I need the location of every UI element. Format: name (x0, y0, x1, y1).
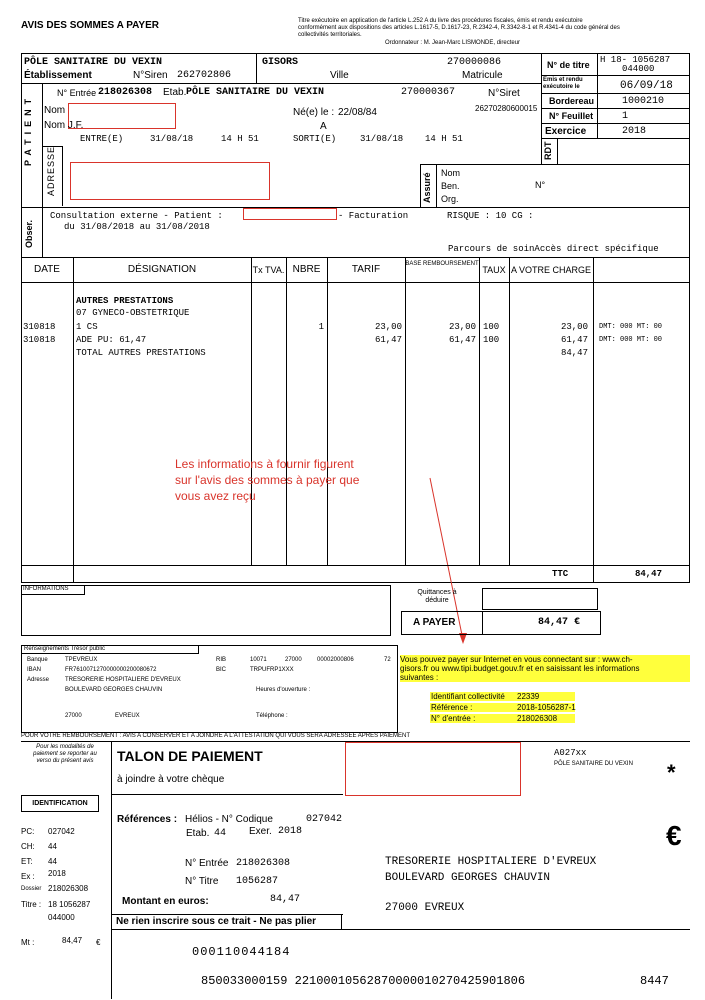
legal-line-2: conformément aux dispositions des articles L.1617-5, D.1617-23, R.2342-4, R.3342-8-1 et R.4341-4 du code général des (298, 25, 620, 31)
no-titre-value: H 18- 1056287 (600, 55, 671, 65)
siren-label: N°Siren (133, 70, 168, 81)
assure-ben: Ben. (441, 181, 460, 191)
row1-charge: 23,00 (560, 322, 588, 332)
entree-label-int: N° d'entrée : (431, 714, 476, 723)
emis-value: 06/09/18 (620, 80, 673, 92)
entree-value-t: 218026308 (236, 858, 291, 869)
informations-label: INFORMATIONS (21, 585, 85, 595)
tp-cp: 27000 (65, 713, 82, 719)
ref-value: 2018-1056287-1 (517, 703, 576, 712)
dest-line-3: 27000 EVREUX (385, 902, 465, 914)
code-line-2: 850033000159 22100010562870000010270425901806 (201, 974, 526, 988)
pc-value: 027042 (48, 827, 75, 836)
adresse-line-1: TRESORERIE HOSPITALIERE D'EVREUX (65, 677, 181, 683)
row1-date: 310818 (23, 322, 56, 332)
rib-4: 72 (384, 657, 391, 663)
col-tarif: TARIF (351, 264, 381, 275)
internet-info (400, 655, 690, 682)
exercice-label: Exercice (545, 126, 587, 137)
siret-label: N°Siret (488, 88, 520, 99)
exercice-value: 2018 (622, 126, 647, 137)
ville-label: Ville (330, 70, 349, 81)
ex-value: 2018 (48, 869, 66, 878)
siren-value: 262702806 (177, 70, 232, 81)
apayer-label: A PAYER (413, 617, 456, 628)
row2-taux: 100 (483, 335, 500, 345)
talon-subtitle: à joindre à votre chèque (117, 774, 225, 785)
etab-no: 270000367 (401, 87, 456, 98)
ordonnateur: Ordonnateur : M. Jean-Marc LISMONDE, directeur (385, 40, 521, 46)
rdt-label: RDT (543, 141, 553, 160)
bic-label: BIC (216, 667, 227, 673)
col-base: BASE REMBOURSEMENT (405, 261, 479, 267)
talon-side-note (21, 744, 109, 765)
etab-name: PÔLE SANITAIRE DU VEXIN (24, 57, 163, 68)
col-taux: TAUX (482, 265, 506, 275)
heures-label: Heures d'ouverture : (256, 687, 311, 693)
ident-label: Identifiant collectivité (431, 692, 505, 701)
rib-2: 27000 (285, 657, 302, 663)
banque-value: TPEVREUX (65, 657, 98, 663)
tp-tel: Téléphone : (256, 713, 288, 719)
row1-taux: 100 (483, 322, 500, 332)
mt-currency: € (96, 938, 101, 947)
euro-icon: € (666, 820, 682, 851)
entre-date: 31/08/18 (150, 134, 194, 144)
sorti-date: 31/08/18 (360, 134, 404, 144)
banque-label: Banque (27, 657, 48, 663)
row2-extra: DMT: 000 MT: 00 (599, 336, 663, 344)
col-nbre: NBRE (292, 264, 321, 275)
entre-label: ENTRE(E) (80, 134, 124, 144)
bordereau-label: Bordereau (549, 96, 595, 106)
siret-value: 26270280600015 (475, 104, 538, 113)
col-designation: DÉSIGNATION (127, 264, 197, 275)
dest-line-1: TRESORERIE HOSPITALIERE D'EVREUX (385, 856, 597, 868)
nothing-notice: Ne rien inscrire sous ce trait - Ne pas plier (111, 914, 342, 930)
quittances-label: Quittances à déduire (417, 589, 457, 604)
legal-line-1: Titre exécutoire en application de l'article L.252 A du livre des procédures fiscales, émis et rendu exécutoire (298, 18, 583, 24)
row2-date: 310818 (23, 335, 56, 345)
references-label: Références : (117, 814, 178, 825)
no-titre-value-2: 044000 (622, 64, 655, 74)
dossier-label: Dossier (21, 886, 42, 892)
section-sub: 07 GYNECO-OBSTETRIQUE (76, 308, 190, 318)
entree-label-t: N° Entrée (185, 858, 229, 869)
row1-base: 23,00 (448, 322, 476, 332)
identification-box: IDENTIFICATION (21, 795, 99, 812)
montant-value: 84,47 (270, 894, 301, 905)
exer-value: 2018 (278, 826, 303, 837)
row1-des: 1 CS (76, 322, 98, 332)
feuillet-label: N° Feuillet (549, 111, 594, 121)
talon-title: TALON DE PAIEMENT (117, 748, 263, 764)
talon-side-note-1: Pour les modalités de (36, 744, 94, 750)
sorti-label: SORTI(E) (293, 134, 337, 144)
ch-label: CH: (21, 842, 35, 851)
entree-label: N° Entrée (57, 88, 97, 98)
adresse-label: ADRESSE (46, 145, 56, 196)
row2-tarif: 61,47 (374, 335, 402, 345)
emis-label: Emis et rendu exécutoire le (543, 77, 583, 90)
code-line-3: 8447 (640, 974, 669, 988)
assure-label: Assuré (422, 172, 432, 203)
obser-line-1: Consultation externe - Patient : (50, 211, 223, 221)
matricule-value: 270000086 (447, 57, 502, 68)
quittances-box (482, 588, 598, 610)
titre-label-t: Titre : (21, 900, 42, 909)
matricule-label: Matricule (462, 70, 503, 81)
annotation-line-3: vous avez reçu (175, 489, 256, 503)
ne-label: Né(e) le : (293, 107, 335, 118)
adresse-line-2: BOULEVARD GEORGES CHAUVIN (65, 687, 163, 693)
code-line-1: 000110044184 (192, 945, 291, 959)
talon-code-sub: PÔLE SANITAIRE DU VEXIN (554, 761, 633, 767)
etab-value-t: 44 (214, 828, 227, 839)
mt-label: Mt : (21, 938, 35, 947)
row2-base: 61,47 (448, 335, 476, 345)
row1-extra: DMT: 000 MT: 00 (599, 323, 663, 331)
dest-line-2: BOULEVARD GEORGES CHAUVIN (385, 872, 551, 884)
feuillet-value: 1 (622, 111, 629, 122)
annotation-line-1: Les informations à fournir figurent (175, 457, 354, 471)
bic-value: TRPUFRP1XXX (250, 667, 294, 673)
obser-parcours: Parcours de soinAccès direct spécifique (448, 244, 659, 254)
talon-side-note-3: verso du présent avis (36, 758, 94, 764)
obser-risque: RISQUE : 10 CG : (447, 211, 534, 221)
pc-label: PC: (21, 827, 35, 836)
row1-tarif: 23,00 (374, 322, 402, 332)
birthplace-label: A (320, 121, 327, 132)
annotation-line-2: sur l'avis des sommes à payer que (175, 473, 360, 487)
internet-line-2: gisors.fr ou www.tipi.budget.gouv.fr et en saisissant les informations (400, 664, 640, 673)
row2-charge: 61,47 (560, 335, 588, 345)
etab-label-t: Etab. (186, 828, 210, 839)
nomjf-label: Nom J.F. (44, 120, 84, 131)
row2-des: ADE PU: 61,47 (76, 335, 147, 345)
titre-value-2: 044000 (48, 913, 75, 922)
adresse-label-tp: Adresse (27, 677, 50, 683)
sorti-hour: 14 H 51 (425, 134, 463, 144)
remb-note: POUR VOTRE REMBOURSEMENT : AVIS A CONSERVER ET A JOINDRE A L'ATTESTATION QUI VOUS SERA ADRESSEE APRES PAIEMENT (21, 733, 411, 739)
iban-value: FR7610071270000000200080672 (65, 667, 157, 673)
internet-line-3: suivantes : (400, 673, 439, 682)
dossier-value: 218026308 (48, 884, 89, 893)
et-value: 44 (48, 857, 57, 866)
assure-org: Org. (441, 194, 459, 204)
redacted-talon (345, 742, 521, 796)
legal-line-3: collectivités territoriales. (298, 32, 362, 38)
assure-nom: Nom (441, 168, 461, 178)
etab-label: Établissement (24, 70, 92, 81)
tresor-label: Renseignements Trésor public (21, 645, 199, 654)
ref-label: Référence : (431, 703, 473, 712)
col-date: DATE (34, 264, 60, 275)
mt-value: 84,47 (62, 936, 83, 945)
talon-side-note-2: paiement se reporter au (33, 751, 97, 757)
titre-value-1: 18 1056287 (48, 900, 91, 909)
ttc-label: TTC (552, 569, 569, 579)
rib-label: RIB (216, 657, 227, 663)
apayer-value: 84,47 € (538, 617, 581, 628)
rib-3: 00002000806 (317, 657, 354, 663)
bordereau-value: 1000210 (622, 96, 665, 107)
ident-value: 22339 (517, 692, 540, 701)
patient-side-label: PATIENT (23, 93, 33, 166)
obser-label: Obser. (24, 219, 34, 248)
ville-value: GISORS (262, 57, 299, 68)
talon-code: A027xx (554, 748, 587, 758)
total-label: TOTAL AUTRES PRESTATIONS (76, 348, 206, 358)
ch-value: 44 (48, 842, 57, 851)
rib-1: 10071 (250, 657, 267, 663)
internet-line-1: Vous pouvez payer sur Internet en vous connectant sur : www.ch- (400, 655, 633, 664)
ex-label: Ex : (21, 872, 35, 881)
nom-label: Nom (44, 105, 66, 116)
etab-label-2: Etab. (163, 87, 187, 98)
ttc-value: 84,47 (634, 569, 662, 579)
assure-no: N° (535, 180, 546, 190)
col-tva: Tx TVA. (252, 265, 285, 275)
helios-value: 027042 (306, 814, 343, 825)
ne-value: 22/08/84 (338, 107, 377, 118)
col-charge: A VOTRE CHARGE (510, 265, 591, 275)
ntitre-value: 1056287 (236, 876, 279, 887)
montant-label: Montant en euros: (122, 896, 209, 907)
entree-value: 218026308 (98, 87, 153, 98)
star-icon: * (667, 760, 676, 785)
entree-value-int: 218026308 (517, 714, 558, 723)
etab-value-2: PÔLE SANITAIRE DU VEXIN (186, 87, 325, 98)
obser-facturation: - Facturation (338, 211, 409, 221)
total-value: 84,47 (560, 348, 588, 358)
tp-ville: EVREUX (115, 713, 140, 719)
row1-nbre: 1 (318, 322, 324, 332)
entre-hour: 14 H 51 (221, 134, 259, 144)
exer-label: Exer. (249, 826, 272, 837)
obser-line-2: du 31/08/2018 au 31/08/2018 (64, 222, 210, 232)
et-label: ET: (21, 857, 33, 866)
iban-label: IBAN (27, 667, 42, 673)
helios-label: Hélios - N° Codique (185, 814, 273, 825)
section-title: AUTRES PRESTATIONS (76, 296, 174, 306)
page-title: AVIS DES SOMMES A PAYER (21, 20, 159, 31)
no-titre-label: N° de titre (547, 60, 590, 70)
ntitre-label: N° Titre (185, 876, 219, 887)
